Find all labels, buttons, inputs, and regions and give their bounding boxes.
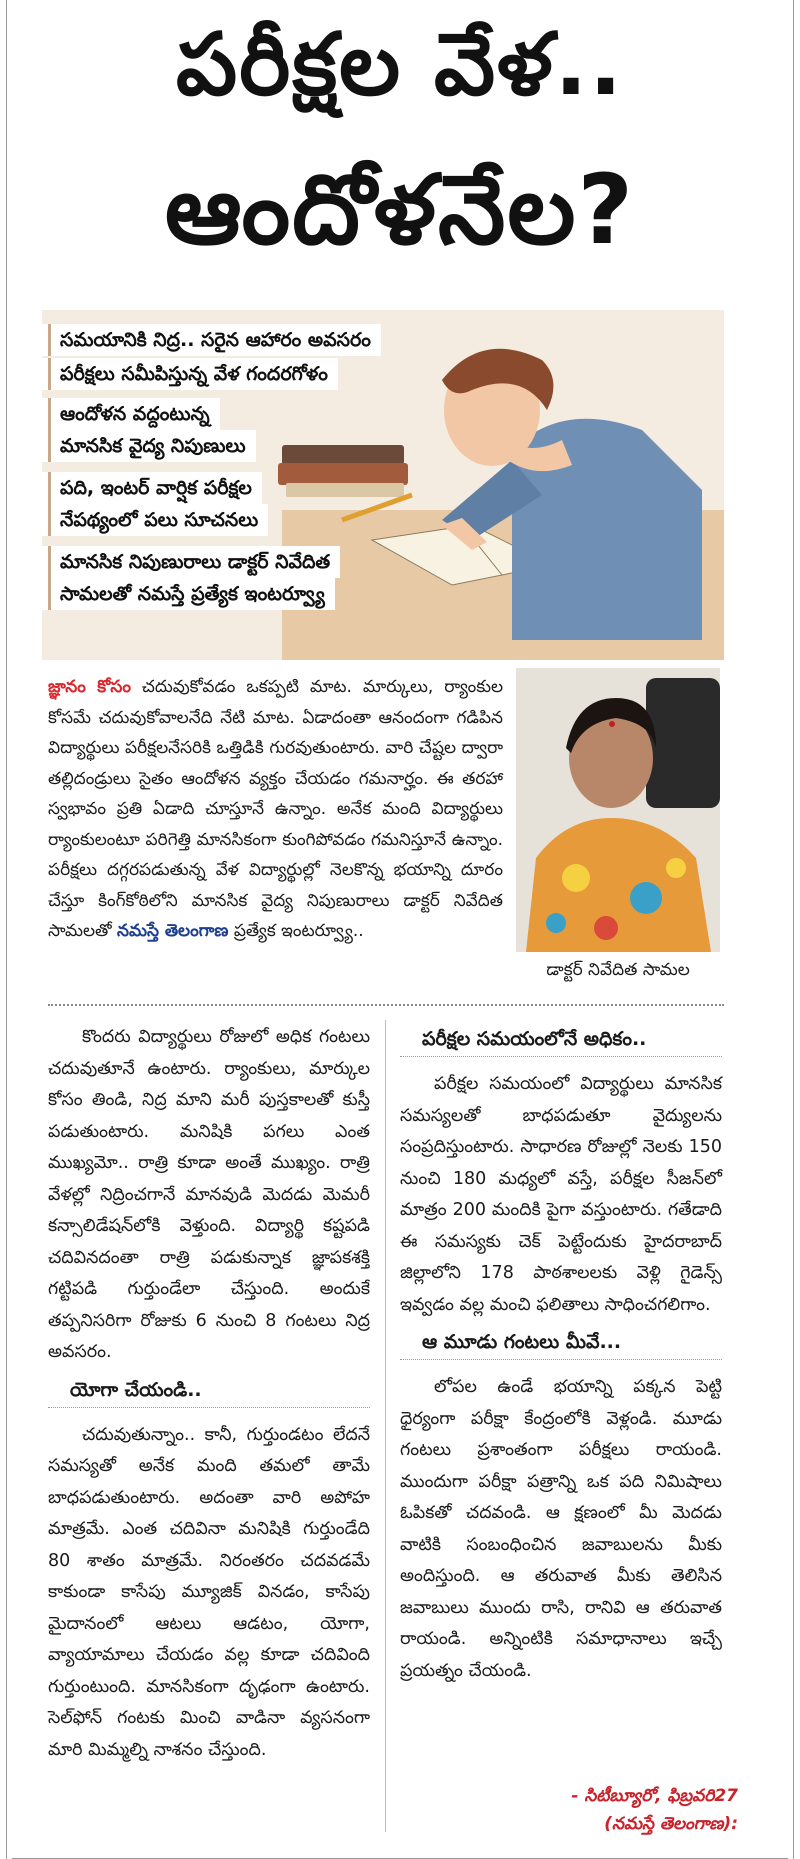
hero-illustration xyxy=(42,310,724,660)
section-divider xyxy=(48,1004,724,1006)
right-paragraph-2: లోపల ఉండే భయాన్ని పక్కన పెట్టి ధైర్యంగా పరీక్షా కేంద్రంలోకి వెళ్లండి. మూడు గంటలు ప్రశాంతంగా పరీక్షలు రాయండి. ముందుగా పరీక్షా పత్రాన్ని ఒక పది నిమిషాలు ఓపికతో చదవండి. ఆ క్షణంలో మీ మెదడు వాటికి సంబంధించిన జవాబులను మీకు అందిస్తుంది. ఆ తరువాత మీకు తెలిసిన జవాబులు ముందు రాసి, రానివి ఆ తరువాత రాయండి. అన్నింటికి సమాధానాలు ఇచ్చే ప్రయత్నం చేయండి. xyxy=(400,1377,722,1681)
doctor-portrait-icon xyxy=(516,668,720,952)
brand-name: నమస్తే తెలంగాణ xyxy=(117,921,229,941)
photo-caption: డాక్టర్ నివేదిత సామల xyxy=(546,960,690,980)
lead-body: చదువుకోవడం ఒకప్పటి మాట. మార్కులు, ర్యాంకుల కోసమే చదువుకోవాలనేది నేటి మాట. ఏడాదంతా ఆనందంగా గడిపిన విద్యార్థులు పరీక్షలనేసరికి ఒత్తిడికి గురవుతుంటారు. వారి చేష్టల ద్వారా తల్లిదండ్రులు సైతం ఆందోళన వ్యక్తం చేయడం గమనార్హం. ఈ తరహా స్వభావం ప్రతి ఏడాది చూస్తూనే ఉన్నాం. అనేక మంది విద్యార్థులు ర్యాంకులంటూ పరిగెత్తి మానసికంగా కుంగిపోవడం గమనిస్తూనే ఉన్నాం. పరీక్షలు దగ్గరపడుతున్న వేళ విద్యార్థుల్లో నెలకొన్న భయాన్ని దూరం చేస్తూ కింగ్‌కోఠిలోని మానసిక వైద్య నిపుణురాలు డాక్టర్ నివేదిత సామలతో xyxy=(48,677,504,941)
headline-line-1: పరీక్షల వేళ.. xyxy=(176,15,624,115)
highlight-6: నేపథ్యంలో పలు సూచనలు xyxy=(42,504,268,536)
highlight-4: మానసిక వైద్య నిపుణులు xyxy=(42,430,256,462)
column-separator xyxy=(385,1020,386,1832)
highlight-1: సమయానికి నిద్ర.. సరైన ఆహారం అవసరం xyxy=(42,324,381,356)
lead-tail: ప్రత్యేక ఇంటర్వ్యూ.. xyxy=(228,921,364,941)
source-credit: (నమస్తే తెలంగాణ): xyxy=(604,1814,738,1834)
highlight-8: సామలతో నమస్తే ప్రత్యేక ఇంటర్వ్యూ xyxy=(42,578,335,610)
right-subheading-1: పరీక్షల సమయంలోనే అధికం.. xyxy=(400,1022,722,1057)
lead-paragraph xyxy=(48,672,503,947)
highlight-3: ఆందోళన వద్దంటున్న xyxy=(42,398,220,430)
dateline: - సిటీబ్యూరో, ఫిబ్రవరి27 xyxy=(571,1786,738,1806)
highlight-2: పరీక్షలు సమీపిస్తున్న వేళ గందరగోళం xyxy=(42,358,338,390)
highlight-5: పది, ఇంటర్ వార్షిక పరీక్షల xyxy=(42,472,262,504)
left-column xyxy=(48,1022,370,1766)
right-subheading-2: ఆ మూడు గంటలు మీవే... xyxy=(400,1325,722,1360)
left-paragraph-2: చదువుతున్నాం.. కానీ, గుర్తుండటం లేదనే సమస్యతో అనేక మంది తమలో తామే బాధపడుతుంటారు. అదంతా వారి అపోహ మాత్రమే. ఎంత చదివినా మనిషికి గుర్తుండేది 80 శాతం మాత్రమే. నిరంతరం చదవడమే కాకుండా కాసేపు మ్యూజిక్ వినడం, కాసేపు మైదానంలో ఆటలు ఆడటం, యోగా, వ్యాయామాలు చేయడం వల్ల కూడా చదివింది గుర్తుంటుంది. మానసికంగా దృఢంగా ఉంటారు. సెల్‌ఫోన్ గంటకు మించి వాడినా వ్యసనంగా మారి మిమ్మల్ని నాశనం చేస్తుంది. xyxy=(48,1424,370,1760)
left-paragraph-1: కొందరు విద్యార్థులు రోజులో అధిక గంటలు చదువుతూనే ఉంటారు. ర్యాంకులు, మార్కుల కోసం తిండి, నిద్ర మాని మరీ పుస్తకాలతో కుస్తీ పడుతుంటారు. మనిషికి పగలు ఎంత ముఖ్యమో.. రాత్రి కూడా అంతే ముఖ్యం. రాత్రి వేళల్లో నిద్రించగానే మానవుడి మెదడు మెమరీ కన్సాలిడేషన్‌లోకి వెళ్తుంది. విద్యార్థి కష్టపడి చదివినదంతా రాత్రి పడుకున్నాక జ్ఞాపకశక్తి గట్టిపడి గుర్తుండేలా చేస్తుంది. అందుకే తప్పనిసరిగా రోజుకు 6 నుంచి 8 గంటలు నిద్ర అవసరం. xyxy=(48,1027,370,1362)
headline-line-2: ఆందోళనేల? xyxy=(164,154,636,266)
right-column xyxy=(400,1018,722,1687)
left-subheading: యోగా చేయండి.. xyxy=(48,1373,370,1408)
right-paragraph-1: పరీక్షల సమయంలో విద్యార్థులు మానసిక సమస్యలతో బాధపడుతూ వైద్యులను సంప్రదిస్తుంటారు. సాధారణ రోజుల్లో నెలకు 150 నుంచి 180 మధ్యలో వస్తే, పరీక్షల సీజన్‌లో మాత్రం 200 మందికి పైగా వస్తుంటారు. గతేడాది ఈ సమస్యకు చెక్ పెట్టేందుకు హైదరాబాద్ జిల్లాలోని 178 పాఠశాలలకు వెళ్లి గైడెన్స్ ఇవ్వడం వల్ల మంచి ఫలితాలు సాధించగలిగాం. xyxy=(400,1074,722,1315)
highlight-7: మానసిక నిపుణురాలు డాక్టర్ నివేదిత xyxy=(42,546,340,578)
doctor-photo xyxy=(516,668,720,952)
lead-kicker: జ్ఞానం కోసం xyxy=(48,677,131,697)
